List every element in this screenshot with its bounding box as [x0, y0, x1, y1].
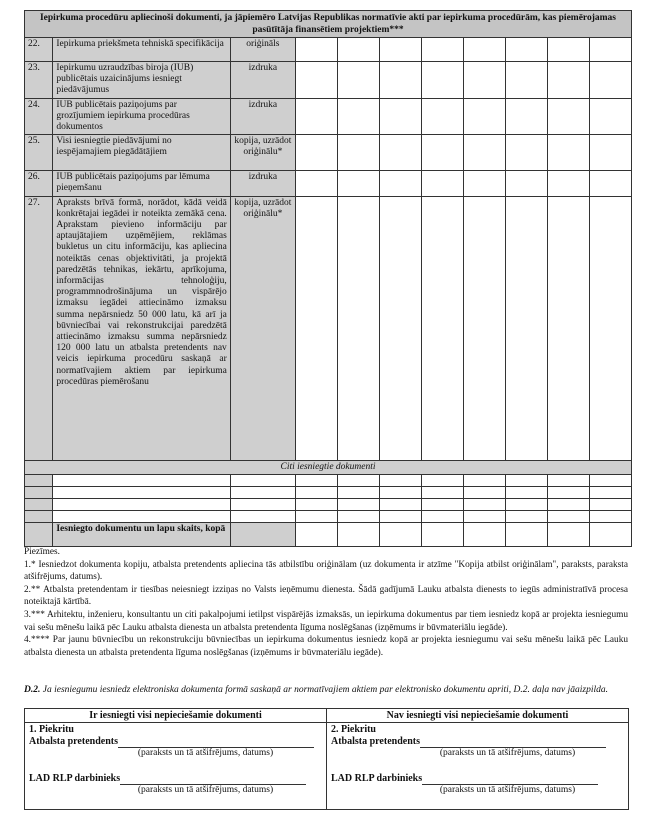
input-cell[interactable] [337, 98, 379, 135]
document-type: kopija, uzrādot oriģinālu* [230, 135, 295, 171]
input-cell[interactable] [421, 98, 463, 135]
input-cell[interactable] [53, 510, 230, 522]
applicant-caption: (paraksts un tā atšifrējums, datums) [137, 748, 274, 758]
row-number-cell [25, 510, 53, 522]
input-cell[interactable] [463, 196, 505, 460]
input-cell[interactable] [505, 486, 547, 498]
table-row [25, 510, 632, 522]
input-cell[interactable] [547, 522, 589, 546]
input-cell[interactable] [421, 171, 463, 196]
right-agree-title: 2. Piekritu [331, 724, 376, 735]
document-type: kopija, uzrādot oriģinālu* [230, 196, 295, 460]
document-name: Apraksts brīvā formā, norādot, kādā veidā konkrētajai iegādei ir noteikta zemākā cena. Aprakstam pievieno informāciju par aptaujātajiem uzņēmējiem, reklāmas bukletus un citu informāciju, kas apliecina noteiktās cenas objektivitāti, ja projektā paredzētās tehnikas, iekārtu, aprīkojuma, informācijas tehnoloģiju, programmnodrošinājuma un vispārējo izmaksu iegādei attiecināmo izmaksu summa nepārsniedz 50 000 latu, kā arī ja būvniecībai vai rekonstrukcijai paredzētā attiecināmo izmaksu summa nepārsniedz 120 000 latu un atbalsta pretendents nav veicis iepirkuma procedūru saskaņā ar normatīvajiem aktiem par iepirkuma procedūras piemērošanu [53, 196, 230, 460]
input-cell[interactable] [379, 498, 421, 510]
total-type-cell [230, 522, 295, 546]
input-cell[interactable] [337, 135, 379, 171]
input-cell[interactable] [53, 498, 230, 510]
document-name: Iepirkumu uzraudzības biroja (IUB) publicētais uzaicinājums iesniegt piedāvājumus [53, 62, 230, 99]
row-number-cell [25, 522, 53, 546]
input-cell[interactable] [589, 510, 631, 522]
input-cell[interactable] [421, 474, 463, 486]
input-cell[interactable] [230, 486, 295, 498]
input-cell[interactable] [295, 522, 337, 546]
input-cell[interactable] [337, 486, 379, 498]
input-cell[interactable] [379, 98, 421, 135]
input-cell[interactable] [295, 98, 337, 135]
documents-table [24, 10, 632, 547]
input-cell[interactable] [295, 474, 337, 486]
input-cell[interactable] [421, 135, 463, 171]
input-cell[interactable] [295, 38, 337, 62]
applicant-label: Atbalsta pretendents [331, 736, 420, 747]
table-row [25, 38, 632, 62]
right-signature-block [327, 723, 629, 810]
input-cell[interactable] [463, 62, 505, 99]
document-type: izdruka [230, 98, 295, 135]
officer-label: LAD RLP darbinieks [29, 773, 121, 784]
input-cell[interactable] [379, 135, 421, 171]
input-cell[interactable] [379, 196, 421, 460]
input-cell[interactable] [463, 510, 505, 522]
note-item: 4.**** Par jaunu būvniecību un rekonstrukciju būvniecības un iepirkuma dokumentus iesniedz kopā ar projekta iesniegumu vai sešu mēnešu laikā pēc Lauku atbalsta dienesta un atbalsta pretendenta līguma noslēgšanas (izņēmums ir būvmateriālu iegāde). [24, 635, 628, 658]
other-documents-header: Citi iesniegtie dokumenti [25, 460, 632, 474]
input-cell[interactable] [230, 474, 295, 486]
left-signature-block [25, 723, 327, 810]
notes-section [24, 546, 628, 659]
table-row [25, 98, 632, 135]
document-type: oriģināls [230, 38, 295, 62]
d2-text: Ja iesniegumu iesniedz elektroniska dokumenta formā saskaņā ar normatīvajiem aktiem par elektronisko dokumentu apriti, D.2. daļa nav jāaizpilda. [40, 685, 609, 695]
input-cell[interactable] [295, 498, 337, 510]
signature-table [24, 708, 629, 810]
row-number: 24. [25, 98, 53, 135]
input-cell[interactable] [589, 522, 631, 546]
input-cell[interactable] [547, 135, 589, 171]
input-cell[interactable] [421, 486, 463, 498]
input-cell[interactable] [505, 62, 547, 99]
table-row [25, 474, 632, 486]
input-cell[interactable] [547, 98, 589, 135]
input-cell[interactable] [547, 498, 589, 510]
input-cell[interactable] [547, 474, 589, 486]
input-cell[interactable] [589, 62, 631, 99]
total-label: Iesniegto dokumentu un lapu skaits, kopā [53, 522, 230, 546]
input-cell[interactable] [505, 171, 547, 196]
left-column-header: Ir iesniegti visi nepieciešamie dokumenti [25, 709, 327, 723]
input-cell[interactable] [589, 474, 631, 486]
input-cell[interactable] [337, 522, 379, 546]
input-cell[interactable] [337, 62, 379, 99]
input-cell[interactable] [589, 196, 631, 460]
input-cell[interactable] [337, 38, 379, 62]
input-cell[interactable] [589, 135, 631, 171]
input-cell[interactable] [463, 486, 505, 498]
input-cell[interactable] [505, 474, 547, 486]
input-cell[interactable] [505, 135, 547, 171]
officer-label: LAD RLP darbinieks [331, 773, 423, 784]
document-name: Visi iesniegtie piedāvājumi no iespējamajiem piegādātājiem [53, 135, 230, 171]
input-cell[interactable] [379, 171, 421, 196]
input-cell[interactable] [505, 498, 547, 510]
input-cell[interactable] [463, 98, 505, 135]
officer-caption: (paraksts un tā atšifrējums, datums) [439, 785, 576, 795]
document-name: Iepirkuma priekšmeta tehniskā specifikācija [53, 38, 230, 62]
input-cell[interactable] [589, 38, 631, 62]
input-cell[interactable] [421, 510, 463, 522]
input-cell[interactable] [421, 62, 463, 99]
input-cell[interactable] [421, 196, 463, 460]
row-number: 27. [25, 196, 53, 460]
table-row [25, 135, 632, 171]
input-cell[interactable] [505, 38, 547, 62]
input-cell[interactable] [421, 522, 463, 546]
input-cell[interactable] [505, 510, 547, 522]
input-cell[interactable] [379, 510, 421, 522]
document-name: IUB publicētais paziņojums par grozījumiem iepirkuma procedūras dokumentos [53, 98, 230, 135]
input-cell[interactable] [379, 522, 421, 546]
row-number-cell [25, 498, 53, 510]
input-cell[interactable] [421, 38, 463, 62]
note-item: 1.* Iesniedzot dokumenta kopiju, atbalsta pretendents apliecina tās atbilstību oriģinālam (uz dokumenta ir atzīme "Kopija atbilst oriģinālam", paraksts, paraksta atšifrējums, datums). [24, 559, 628, 583]
input-cell[interactable] [379, 474, 421, 486]
input-cell[interactable] [337, 196, 379, 460]
input-cell[interactable] [505, 522, 547, 546]
input-cell[interactable] [589, 171, 631, 196]
input-cell[interactable] [421, 498, 463, 510]
input-cell[interactable] [505, 98, 547, 135]
table-row [25, 171, 632, 196]
d2-section [24, 684, 628, 696]
input-cell[interactable] [295, 486, 337, 498]
right-column-header: Nav iesniegti visi nepieciešamie dokumenti [327, 709, 629, 723]
document-name: IUB publicētais paziņojums par lēmuma pieņemšanu [53, 171, 230, 196]
input-cell[interactable] [295, 135, 337, 171]
table-row [25, 498, 632, 510]
table-header: Iepirkuma procedūru apliecinoši dokumenti, ja jāpiemēro Latvijas Republikas normatīvie akti par iepirkuma procedūrām, kas piemērojamas pasūtītāja finansētiem projektiem*** [25, 11, 632, 38]
row-number-cell [25, 486, 53, 498]
input-cell[interactable] [463, 498, 505, 510]
input-cell[interactable] [463, 171, 505, 196]
input-cell[interactable] [463, 38, 505, 62]
input-cell[interactable] [295, 62, 337, 99]
note-item: 3.*** Arhitektu, inženieru, konsultantu un citi pakalpojumi ietilpst vispārējās izmaksās, un iepirkuma dokumentus par tiem iesniedz kopā ar projekta iesniegumu vai sešu mēnešu laikā pēc Lauku atbalsta dienesta un atbalsta pretendenta līguma noslēgšanas (izņēmums ir būvmateriālu iegāde). [24, 609, 628, 633]
document-type: izdruka [230, 62, 295, 99]
input-cell[interactable] [547, 171, 589, 196]
row-number: 25. [25, 135, 53, 171]
row-number: 26. [25, 171, 53, 196]
input-cell[interactable] [547, 196, 589, 460]
row-number-cell [25, 474, 53, 486]
input-cell[interactable] [505, 196, 547, 460]
input-cell[interactable] [589, 98, 631, 135]
input-cell[interactable] [547, 62, 589, 99]
input-cell[interactable] [589, 498, 631, 510]
input-cell[interactable] [53, 486, 230, 498]
d2-label: D.2. [24, 685, 41, 695]
table-row [25, 196, 632, 460]
table-row [25, 486, 632, 498]
input-cell[interactable] [295, 171, 337, 196]
input-cell[interactable] [337, 474, 379, 486]
input-cell[interactable] [337, 510, 379, 522]
total-row [25, 522, 632, 546]
document-type: izdruka [230, 171, 295, 196]
input-cell[interactable] [463, 135, 505, 171]
input-cell[interactable] [337, 171, 379, 196]
notes-title: Piezīmes. [24, 547, 60, 557]
applicant-caption: (paraksts un tā atšifrējums, datums) [439, 748, 576, 758]
input-cell[interactable] [230, 498, 295, 510]
input-cell[interactable] [547, 486, 589, 498]
input-cell[interactable] [295, 510, 337, 522]
input-cell[interactable] [547, 38, 589, 62]
input-cell[interactable] [379, 62, 421, 99]
note-item: 2.** Atbalsta pretendentam ir tiesības neiesniegt izziņas no Valsts ieņēmumu dienesta. Šādā gadījumā Lauku atbalsta dienests to iegūs administratīvā procesa noteiktajā kārtībā. [24, 584, 628, 608]
row-number: 23. [25, 62, 53, 99]
input-cell[interactable] [295, 196, 337, 460]
applicant-label: Atbalsta pretendents [29, 736, 118, 747]
officer-caption: (paraksts un tā atšifrējums, datums) [137, 785, 274, 795]
input-cell[interactable] [337, 498, 379, 510]
input-cell[interactable] [53, 474, 230, 486]
table-row [25, 62, 632, 99]
input-cell[interactable] [547, 510, 589, 522]
input-cell[interactable] [379, 38, 421, 62]
input-cell[interactable] [230, 510, 295, 522]
row-number: 22. [25, 38, 53, 62]
left-agree-title: 1. Piekritu [29, 724, 74, 735]
input-cell[interactable] [463, 474, 505, 486]
input-cell[interactable] [463, 522, 505, 546]
input-cell[interactable] [589, 486, 631, 498]
input-cell[interactable] [379, 486, 421, 498]
